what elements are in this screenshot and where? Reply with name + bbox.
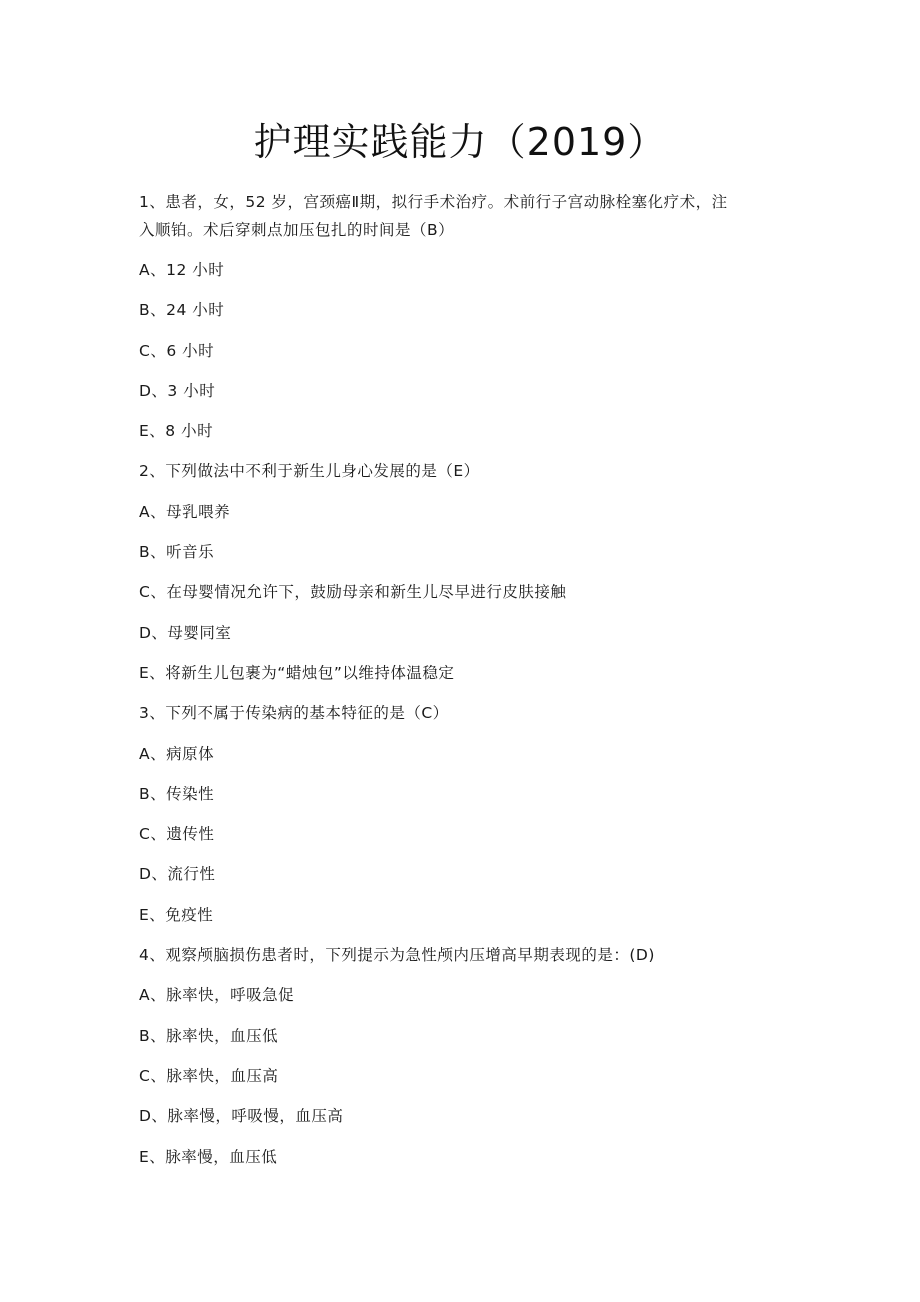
- question-1-option-a: A、12 小时: [139, 261, 225, 279]
- question-4-option-d: D、脉率慢，呼吸慢，血压高: [139, 1107, 344, 1126]
- question-1-option-e: E、8 小时: [139, 422, 214, 441]
- question-3-option-e: E、免疫性: [139, 905, 214, 924]
- question-2-stem: 2、下列做法中不利于新生儿身心发展的是（E）: [139, 462, 480, 481]
- question-1-option-c: C、6 小时: [139, 341, 215, 360]
- question-2-option-d: D、母婴同室: [139, 623, 232, 642]
- question-2-option-e: E、将新生儿包裹为“蜡烛包”以维持体温稳定: [139, 663, 455, 682]
- question-2-option-b: B、听音乐: [139, 543, 215, 562]
- question-3-option-c: C、遗传性: [139, 825, 215, 844]
- question-3-option-b: B、传染性: [139, 784, 215, 803]
- question-4-stem: 4、观察颅脑损伤患者时，下列提示为急性颅内压增高早期表现的是：(D): [139, 946, 655, 965]
- question-4-option-a: A、脉率快，呼吸急促: [139, 986, 295, 1005]
- question-list: [139, 188, 779, 1183]
- question-3: [139, 699, 779, 941]
- question-1-stem-line-1: 1、患者，女，52 岁，宫颈癌Ⅱ期，拟行手术治疗。术前行子宫动脉栓塞化疗术，注: [139, 193, 728, 211]
- question-1-option-d: D、3 小时: [139, 381, 216, 400]
- question-3-option-d: D、流行性: [139, 865, 216, 884]
- question-4: [139, 941, 779, 1183]
- question-4-option-b: B、脉率快，血压低: [139, 1026, 279, 1045]
- question-1-stem-line-2: 入顺铂。术后穿刺点加压包扎的时间是（B）: [139, 221, 455, 239]
- question-4-option-e: E、脉率慢，血压低: [139, 1147, 278, 1166]
- question-2-option-a: A、母乳喂养: [139, 502, 231, 521]
- question-2-option-c: C、在母婴情况允许下，鼓励母亲和新生儿尽早进行皮肤接触: [139, 583, 567, 602]
- question-2: [139, 457, 779, 699]
- question-1-option-b: B、24 小时: [139, 301, 225, 320]
- question-3-stem: 3、下列不属于传染病的基本特征的是（C）: [139, 704, 449, 723]
- document-title: 护理实践能力（2019）: [253, 120, 667, 164]
- question-3-option-a: A、病原体: [139, 744, 215, 763]
- question-4-option-c: C、脉率快，血压高: [139, 1066, 279, 1085]
- question-1: [139, 188, 779, 457]
